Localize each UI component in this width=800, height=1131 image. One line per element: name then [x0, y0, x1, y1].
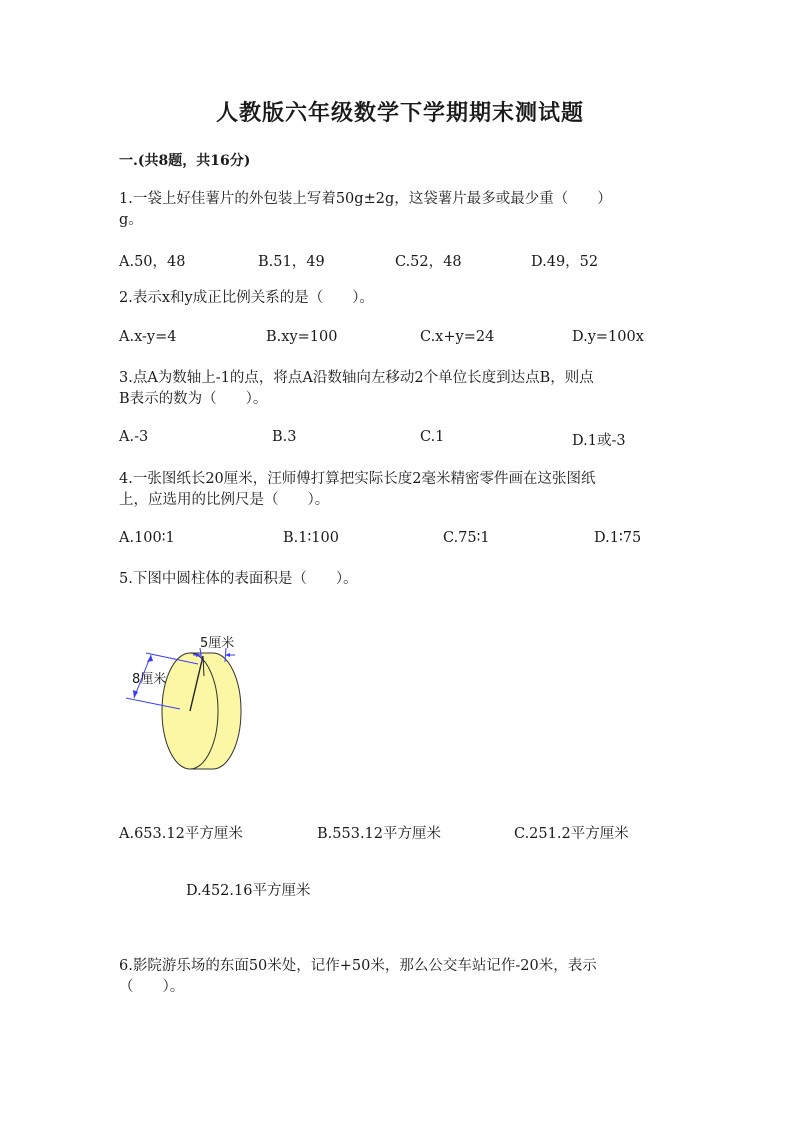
question-3-option-c: C.1	[420, 429, 445, 445]
question-1-text-cont: g。	[119, 212, 143, 228]
question-3-text: 3.点A为数轴上-1的点，将点A沿数轴向左移动2个单位长度到达点B，则点	[119, 370, 594, 386]
question-4-option-d: D.1∶75	[594, 530, 642, 546]
section-heading: 一.(共8题，共16分)	[119, 153, 251, 169]
question-3-option-a: A.-3	[119, 429, 149, 445]
question-1-option-d: D.49，52	[531, 254, 599, 270]
question-3-text-cont: B表示的数为（ ）。	[119, 391, 268, 407]
question-4-text: 4.一张图纸长20厘米，汪师傅打算把实际长度2毫米精密零件画在这张图纸	[119, 471, 596, 487]
question-5-option-d: D.452.16平方厘米	[186, 883, 311, 899]
question-4-option-c: C.75∶1	[443, 530, 490, 546]
question-4-option-a: A.100∶1	[119, 530, 175, 546]
radius-label: 8厘米	[132, 672, 167, 687]
question-1-text: 1.一袋上好佳薯片的外包装上写着50g±2g，这袋薯片最多或最少重（ ）	[119, 191, 612, 207]
page-title: 人教版六年级数学下学期期末测试题	[215, 100, 584, 126]
question-5-option-b: B.553.12平方厘米	[317, 826, 442, 842]
question-2-option-a: A.x-y=4	[119, 329, 177, 345]
question-1-option-a: A.50，48	[119, 254, 186, 270]
question-5-text: 5.下图中圆柱体的表面积是（ ）。	[119, 571, 358, 587]
question-1-option-c: C.52，48	[395, 254, 462, 270]
question-2-option-c: C.x+y=24	[420, 329, 495, 345]
question-1-option-b: B.51，49	[258, 254, 325, 270]
question-5-option-a: A.653.12平方厘米	[119, 826, 243, 842]
question-3-option-d: D.1或-3	[572, 433, 626, 449]
question-2-option-b: B.xy=100	[266, 329, 338, 345]
cylinder-figure	[118, 628, 248, 782]
question-2-text: 2.表示x和y成正比例关系的是（ ）。	[119, 290, 374, 306]
question-4-text-cont: 上，应选用的比例尺是（ ）。	[119, 492, 330, 508]
width-label: 5厘米	[200, 636, 235, 651]
question-3-option-b: B.3	[272, 429, 297, 445]
question-2-option-d: D.y=100x	[572, 329, 644, 345]
question-6-text-cont: （ ）。	[119, 979, 185, 995]
question-6-text: 6.影院游乐场的东面50米处，记作+50米，那么公交车站记作-20米，表示	[119, 958, 597, 974]
question-5-option-c: C.251.2平方厘米	[514, 826, 629, 842]
question-4-option-b: B.1∶100	[283, 530, 339, 546]
